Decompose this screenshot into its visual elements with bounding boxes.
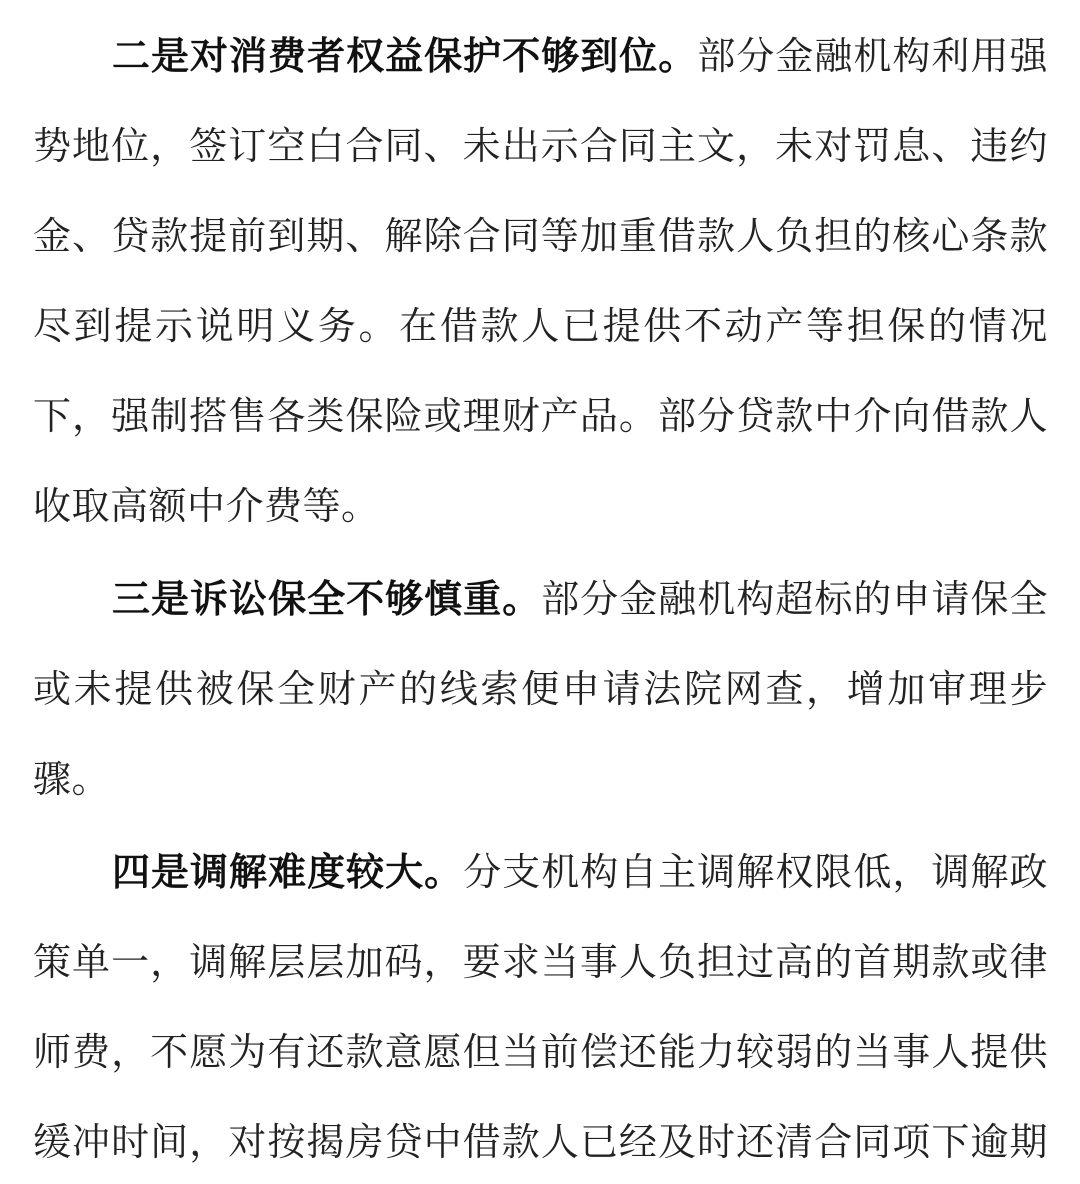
paragraph-line: 收取高额中介费等。: [33, 484, 380, 528]
paragraph-line: 缓冲时间，对按揭房贷中借款人已经及时还清合同项下逾期: [33, 1120, 1048, 1164]
paragraph-text: 分支机构自主调解权限低，调解政: [463, 850, 1048, 894]
paragraph-text: 部分金融机构超标的申请保全: [541, 577, 1048, 621]
paragraph-line: 下，强制搭售各类保险或理财产品。部分贷款中介向借款人: [33, 394, 1048, 438]
paragraph-line: 尽到提示说明义务。在借款人已提供不动产等担保的情况: [33, 304, 1048, 348]
paragraph-line: 策单一，调解层层加码，要求当事人负担过高的首期款或律: [33, 940, 1048, 984]
section-heading: 四是调解难度较大。: [112, 849, 464, 894]
paragraph-line: 师费，不愿为有还款意愿但当前偿还能力较弱的当事人提供: [33, 1030, 1048, 1074]
paragraph-line: [112, 567, 1048, 631]
paragraph-line: [112, 840, 1048, 904]
paragraph-line: 或未提供被保全财产的线索便申请法院网查，增加审理步: [33, 667, 1048, 711]
section-heading: 三是诉讼保全不够慎重。: [112, 576, 542, 621]
section-heading: 二是对消费者权益保护不够到位。: [112, 33, 698, 78]
paragraph-line: 骤。: [33, 757, 111, 801]
paragraph-text: 部分金融机构利用强: [697, 34, 1048, 78]
paragraph-line: 金、贷款提前到期、解除合同等加重借款人负担的核心条款: [33, 214, 1048, 258]
paragraph-line: 势地位，签订空白合同、未出示合同主文，未对罚息、违约: [33, 124, 1048, 168]
paragraph-line: [112, 24, 1048, 88]
